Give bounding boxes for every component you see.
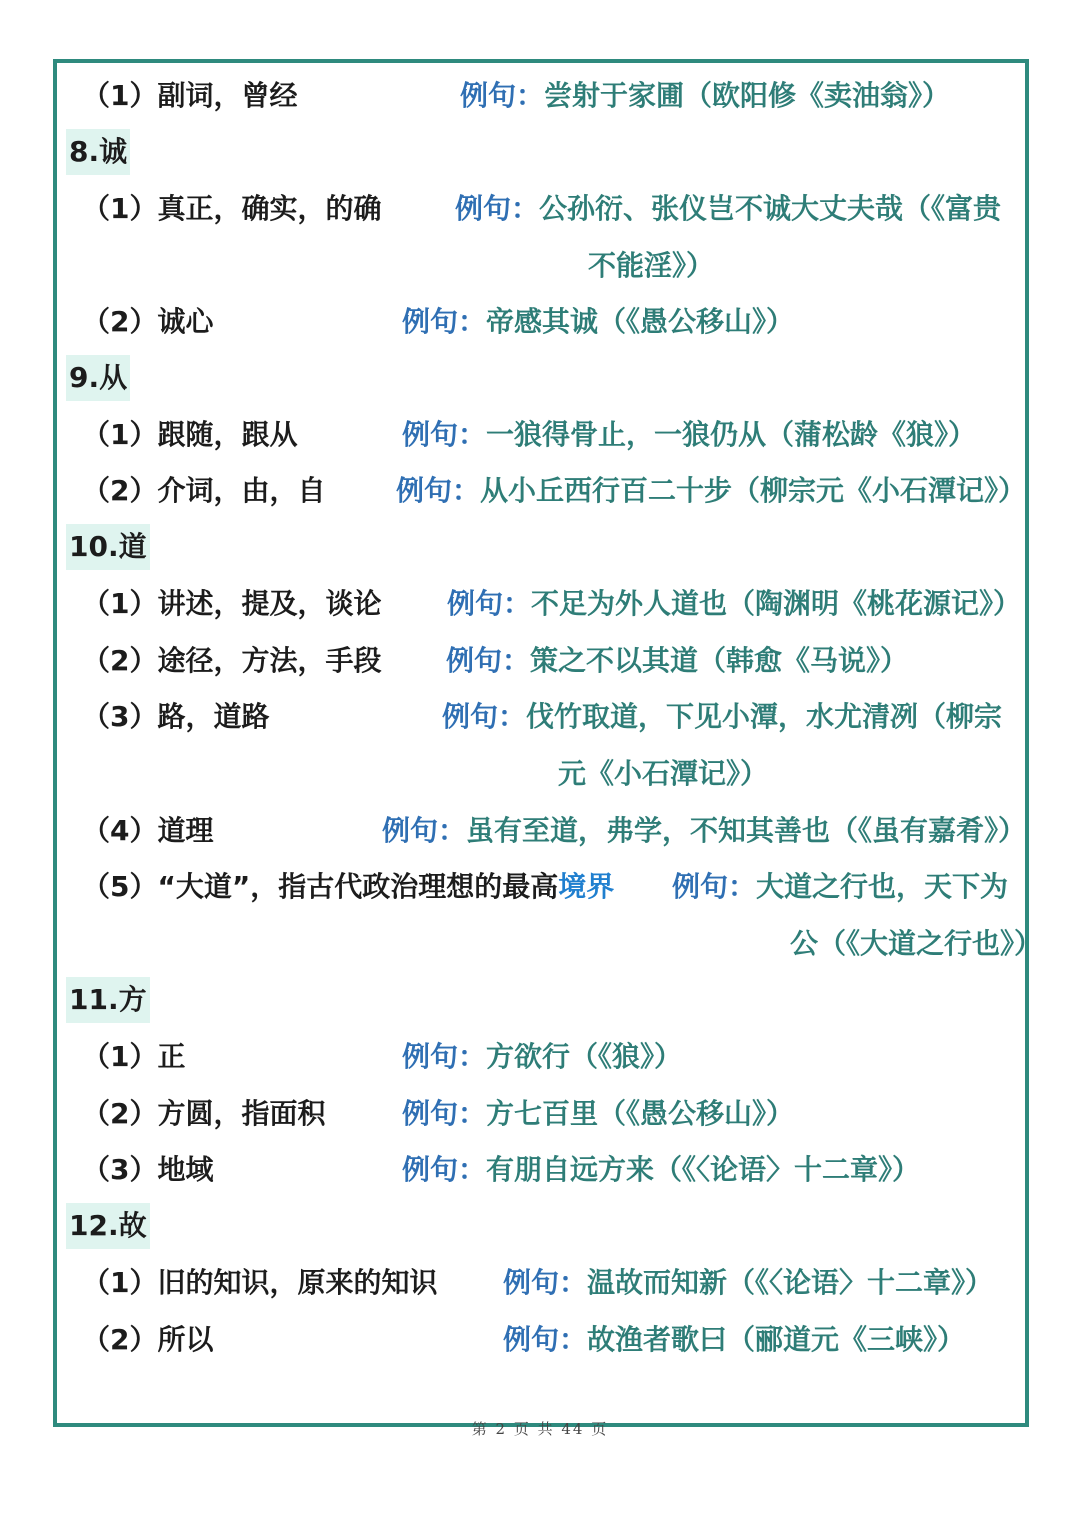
example-label: 例句： bbox=[402, 1153, 487, 1186]
example-text: 帝感其诚（《愚公移山》） bbox=[486, 305, 795, 338]
example-entry bbox=[503, 1320, 965, 1360]
example-entry bbox=[396, 471, 1026, 511]
example-text: 公孙衍、张仪岂不诚大丈夫哉（《富贵 bbox=[539, 192, 1002, 225]
example-text: 温故而知新（《〈论语〉十二章》） bbox=[587, 1266, 994, 1299]
sense-entry: （2）途径，方法，手段 bbox=[82, 644, 382, 677]
section-heading: 12.故 bbox=[66, 1203, 150, 1249]
example-entry bbox=[402, 1094, 794, 1134]
example-entry bbox=[402, 1150, 920, 1190]
example-continuation: 公（《大道之行也》） bbox=[790, 927, 1043, 960]
example-label: 例句： bbox=[382, 814, 467, 847]
example-entry bbox=[402, 1037, 682, 1077]
example-label: 例句： bbox=[672, 870, 757, 903]
example-text: 尝射于家圃（欧阳修《卖油翁》） bbox=[544, 79, 951, 112]
example-entry bbox=[446, 641, 908, 681]
example-text: 大道之行也，天下为 bbox=[756, 870, 1009, 903]
example-text: 故渔者歌曰（郦道元《三峡》） bbox=[587, 1323, 966, 1356]
sense-entry: （3）地域 bbox=[82, 1153, 214, 1186]
example-continuation: 不能淫》） bbox=[588, 249, 715, 282]
example-text: 一狼得骨止，一狼仍从（蒲松龄《狼》） bbox=[486, 418, 977, 451]
example-entry bbox=[382, 811, 1026, 851]
sense-entry: （1）真正，确实，的确 bbox=[82, 192, 382, 225]
sense-entry: （1）跟随，跟从 bbox=[82, 418, 298, 451]
example-text: 从小丘西行百二十步（柳宗元《小石潭记》） bbox=[480, 474, 1027, 507]
example-text: 方七百里（《愚公移山》） bbox=[486, 1097, 795, 1130]
example-entry bbox=[402, 415, 976, 455]
sense-entry: （1）正 bbox=[82, 1040, 186, 1073]
sense-entry: （3）路，道路 bbox=[82, 700, 270, 733]
sense-entry: （1）讲述，提及，谈论 bbox=[82, 587, 382, 620]
sense-entry: （1）旧的知识，原来的知识 bbox=[82, 1266, 438, 1299]
example-text: 不足为外人道也（陶渊明《桃花源记》） bbox=[531, 587, 1022, 620]
sense-highlight: 境界 bbox=[558, 870, 615, 903]
sense-entry: （2）介词，由，自 bbox=[82, 474, 326, 507]
sense-entry: （4）道理 bbox=[82, 814, 214, 847]
example-label: 例句： bbox=[447, 587, 532, 620]
example-label: 例句： bbox=[503, 1323, 588, 1356]
example-label: 例句： bbox=[460, 79, 545, 112]
example-label: 例句： bbox=[446, 644, 531, 677]
example-entry bbox=[455, 189, 1001, 229]
example-entry bbox=[447, 584, 1021, 624]
sense-entry: （1）副词，曾经 bbox=[82, 79, 298, 112]
example-label: 例句： bbox=[396, 474, 481, 507]
example-text: 方欲行（《狼》） bbox=[486, 1040, 683, 1073]
section-heading: 11.方 bbox=[66, 977, 150, 1023]
example-text: 伐竹取道，下见小潭，水尤清冽（柳宗 bbox=[526, 700, 1003, 733]
content-frame bbox=[53, 59, 1029, 1427]
example-entry bbox=[442, 697, 1002, 737]
example-entry bbox=[672, 867, 1008, 907]
example-entry bbox=[402, 302, 794, 342]
example-entry bbox=[503, 1263, 993, 1303]
example-label: 例句： bbox=[455, 192, 540, 225]
example-entry bbox=[460, 76, 950, 116]
sense-entry: （2）所以 bbox=[82, 1323, 214, 1356]
sense-entry: （2）方圆，指面积 bbox=[82, 1097, 326, 1130]
section-heading: 10.道 bbox=[66, 524, 150, 570]
example-text: 虽有至道，弗学，不知其善也（《虽有嘉肴》） bbox=[466, 814, 1027, 847]
example-label: 例句： bbox=[402, 1040, 487, 1073]
example-label: 例句： bbox=[442, 700, 527, 733]
example-label: 例句： bbox=[503, 1266, 588, 1299]
example-text: 有朋自远方来（《〈论语〉十二章》） bbox=[486, 1153, 921, 1186]
example-continuation: 元《小石潭记》） bbox=[558, 757, 769, 790]
example-text: 策之不以其道（韩愈《马说》） bbox=[530, 644, 909, 677]
sense-entry: （2）诚心 bbox=[82, 305, 214, 338]
example-label: 例句： bbox=[402, 418, 487, 451]
example-label: 例句： bbox=[402, 1097, 487, 1130]
example-label: 例句： bbox=[402, 305, 487, 338]
section-heading: 9.从 bbox=[66, 355, 130, 401]
page-footer: 第 2 页 共 44 页 bbox=[471, 1420, 609, 1438]
sense-text: （5）“大道”，指古代政治理想的最高 bbox=[82, 870, 559, 903]
section-heading: 8.诚 bbox=[66, 129, 130, 175]
sense-entry bbox=[82, 867, 614, 907]
